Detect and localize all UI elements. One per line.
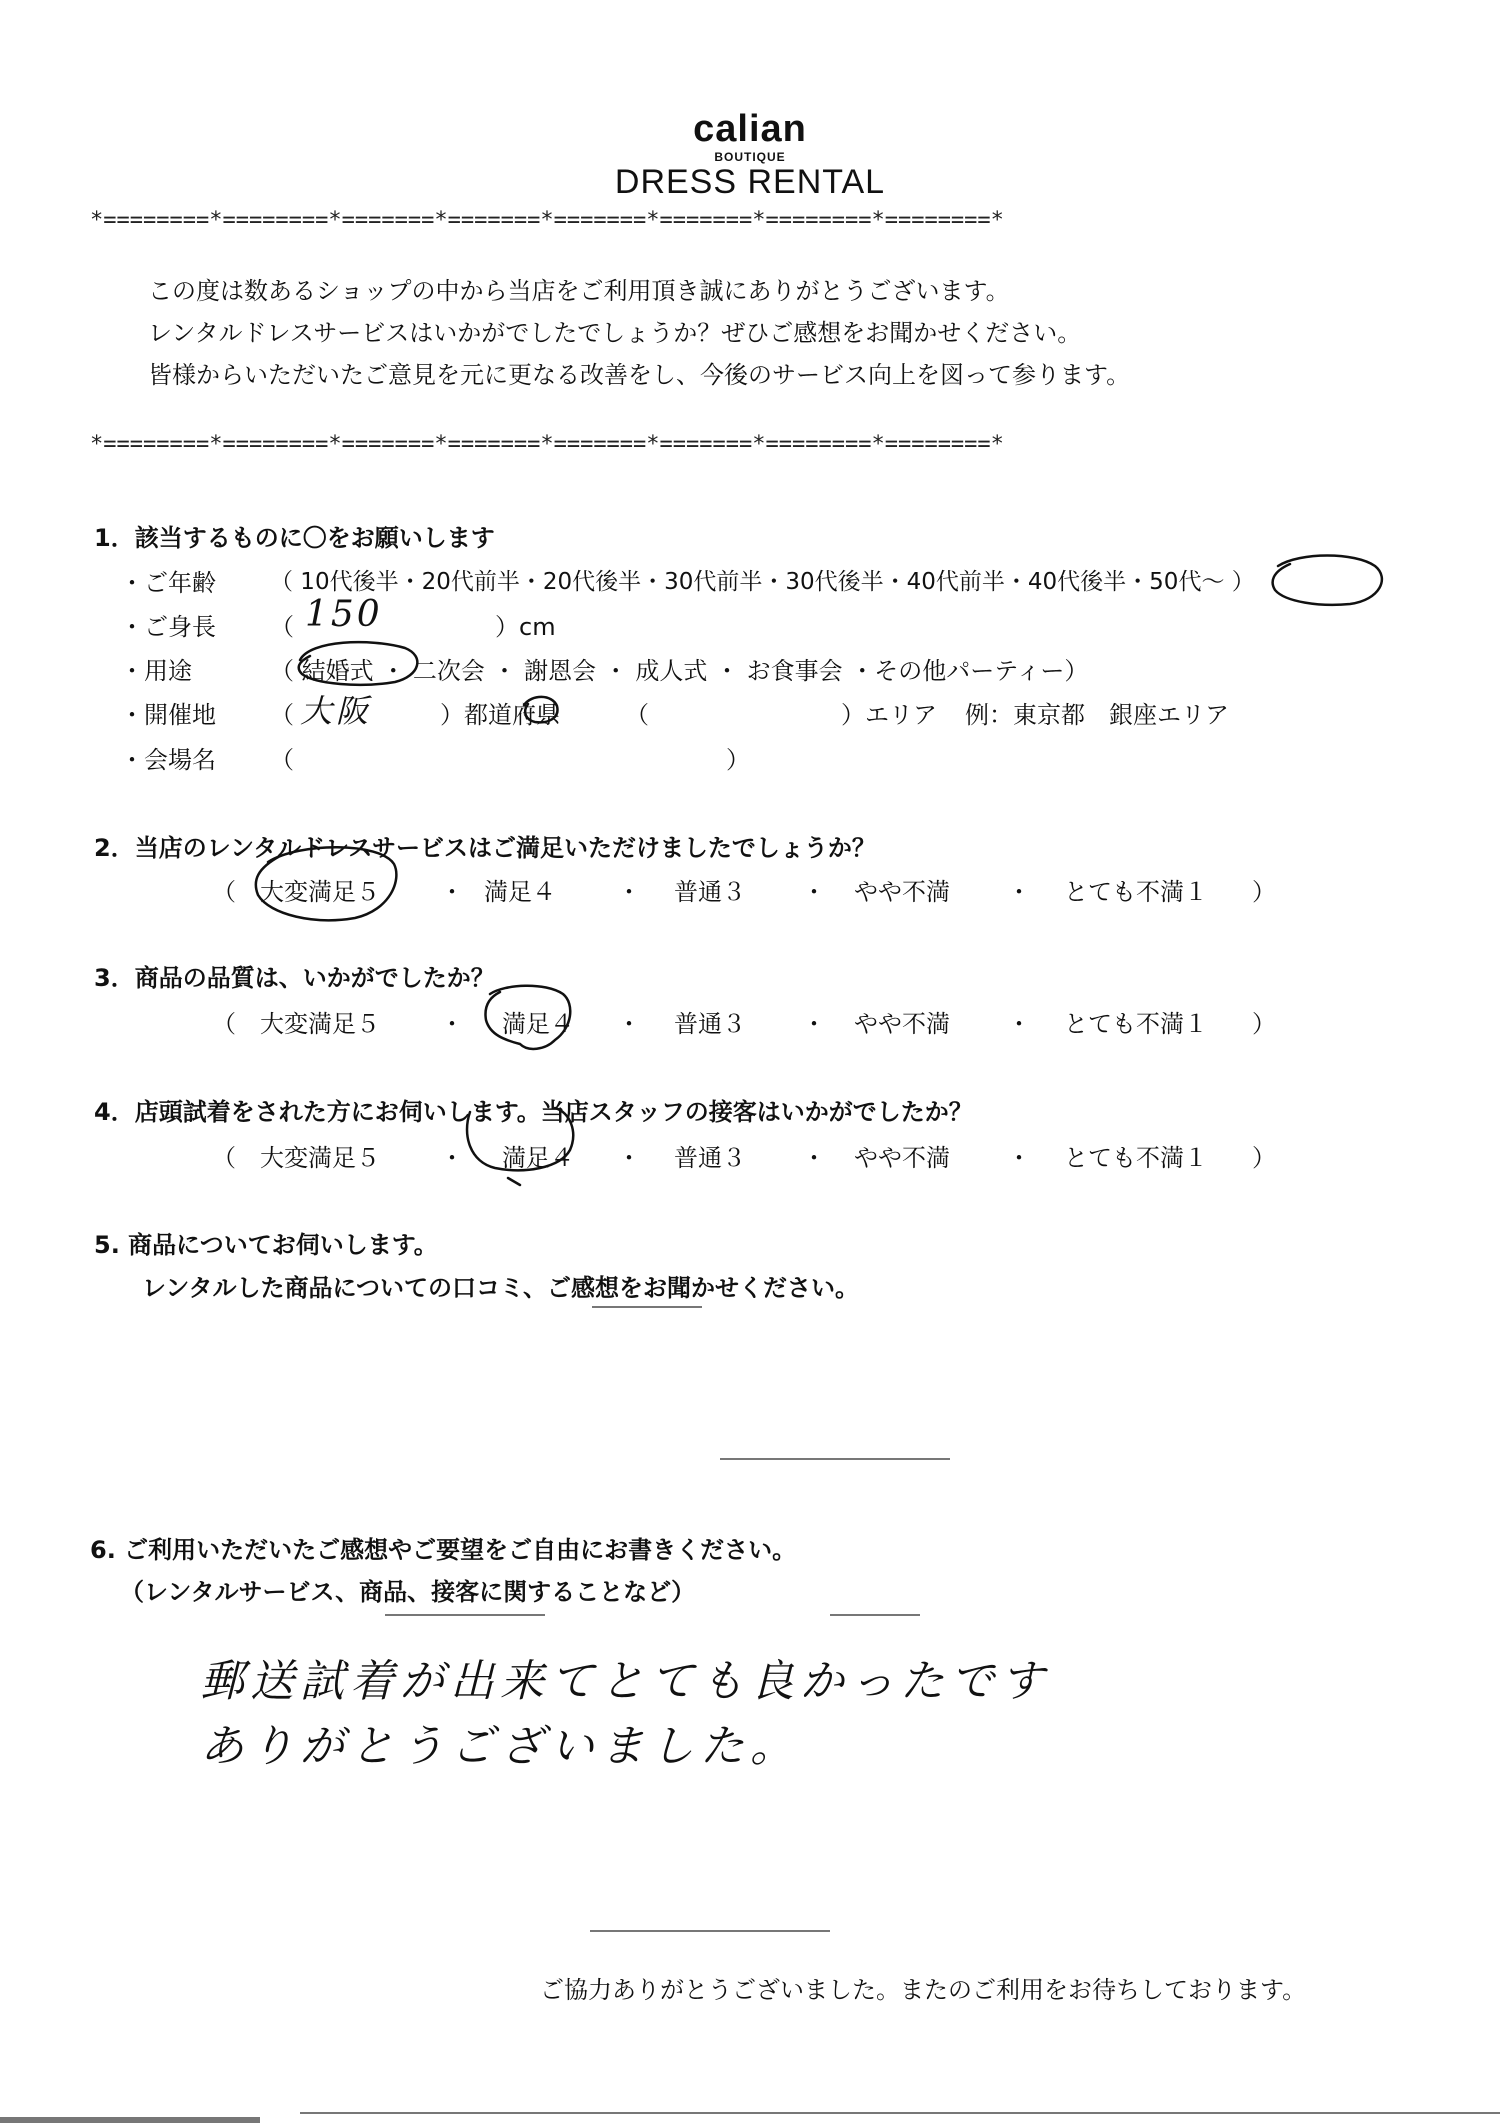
q4-tick-mark bbox=[508, 1178, 520, 1185]
scale-open: （ bbox=[212, 1010, 236, 1038]
q5-subtitle: レンタルした商品についての口コミ、ご感想をお聞かせください。 bbox=[142, 1274, 859, 1302]
q5-title: 5. 商品についてお伺いします。 bbox=[94, 1231, 438, 1259]
scale-close: ） bbox=[1252, 878, 1276, 906]
scale-dot: ・ bbox=[1007, 1010, 1031, 1038]
intro-text bbox=[148, 270, 1130, 396]
scale-dot: ・ bbox=[440, 878, 464, 906]
q3-option-2[interactable]: やや不満 bbox=[854, 1010, 950, 1038]
scale-open: （ bbox=[212, 1144, 236, 1172]
scale-dot: ・ bbox=[802, 1144, 826, 1172]
venue-open: （ bbox=[270, 701, 294, 729]
scan-edge bbox=[0, 2117, 260, 2123]
q2-option-5[interactable]: 大変満足５ bbox=[260, 878, 380, 906]
venue-label: ・開催地 bbox=[120, 701, 216, 729]
q3-title: 3．商品の品質は、いかがでしたか？ bbox=[94, 964, 495, 992]
hall-field[interactable]: （ ） bbox=[270, 746, 750, 774]
brand-logo-sub: BOUTIQUE bbox=[714, 150, 786, 164]
scale-dot: ・ bbox=[802, 1010, 826, 1038]
divider-bottom: *========*========*=======*=======*=======*=======*========*========* bbox=[90, 432, 1004, 457]
height-value[interactable]: 150 bbox=[305, 594, 383, 635]
q3-option-1[interactable]: とても不満１ bbox=[1064, 1010, 1208, 1038]
q6-answer-line: 郵送試着が出来てとても良かったです bbox=[200, 1656, 1050, 1707]
venue-example: 例：東京都 銀座エリア bbox=[965, 701, 1229, 729]
q2-option-2[interactable]: やや不満 bbox=[854, 878, 950, 906]
intro-line: レンタルドレスサービスはいかがでしたでしょうか？ぜひご感想をお聞かせください。 bbox=[148, 319, 1082, 347]
scale-open: （ bbox=[212, 878, 236, 906]
q4-option-2[interactable]: やや不満 bbox=[854, 1144, 950, 1172]
q6-subtitle: （レンタルサービス、商品、接客に関することなど） bbox=[120, 1578, 696, 1606]
q3-option-4[interactable]: 満足４ bbox=[502, 1010, 574, 1038]
q4-option-4[interactable]: 満足４ bbox=[502, 1144, 574, 1172]
q6-answer-line: ありがとうございました。 bbox=[200, 1721, 800, 1772]
scan-dots bbox=[830, 1614, 920, 1616]
scan-dots bbox=[592, 1306, 702, 1308]
height-open: （ bbox=[270, 613, 294, 641]
venue-area-field[interactable]: （ ）エリア bbox=[625, 701, 937, 729]
q4-option-1[interactable]: とても不満１ bbox=[1064, 1144, 1208, 1172]
age-options[interactable]: （ 10代後半・20代前半・20代後半・30代前半・30代後半・40代前半・40代後半・50代～ ） bbox=[270, 569, 1255, 595]
q4-title: 4．店頭試着をされた方にお伺いします。当店スタッフの接客はいかがでしたか？ bbox=[94, 1098, 973, 1126]
scale-dot: ・ bbox=[1007, 878, 1031, 906]
scale-dot: ・ bbox=[1007, 1144, 1031, 1172]
footer-thanks: ご協力ありがとうございました。またのご利用をお待ちしております。 bbox=[540, 1976, 1307, 2004]
q4-option-3[interactable]: 普通３ bbox=[674, 1144, 746, 1172]
q4-option-5[interactable]: 大変満足５ bbox=[260, 1144, 380, 1172]
q3-option-3[interactable]: 普通３ bbox=[674, 1010, 746, 1038]
height-unit: ）cm bbox=[495, 613, 556, 641]
q2-option-3[interactable]: 普通３ bbox=[674, 878, 746, 906]
q3-option-5[interactable]: 大変満足５ bbox=[260, 1010, 380, 1038]
q5-answer-area[interactable] bbox=[108, 1335, 1318, 1475]
age-label: ・ご年齢 bbox=[120, 569, 216, 597]
scan-dots bbox=[385, 1614, 545, 1616]
scale-close: ） bbox=[1252, 1010, 1276, 1038]
brand-logo: calian bbox=[693, 108, 807, 150]
scale-dot: ・ bbox=[802, 878, 826, 906]
service-title: DRESS RENTAL bbox=[614, 163, 886, 201]
venue-prefecture: ）都道府県 bbox=[440, 701, 560, 729]
q2-title: 2．当店のレンタルドレスサービスはご満足いただけましたでしょうか？ bbox=[94, 834, 876, 862]
q1-title: 1．該当するものに〇をお願いします bbox=[94, 524, 495, 552]
scale-dot: ・ bbox=[617, 878, 641, 906]
scan-edge bbox=[300, 2112, 1500, 2114]
venue-value[interactable]: 大阪 bbox=[300, 692, 373, 730]
height-label: ・ご身長 bbox=[120, 613, 216, 641]
q6-title: 6. ご利用いただいたご感想やご要望をご自由にお書きください。 bbox=[90, 1536, 797, 1564]
scale-dot: ・ bbox=[617, 1010, 641, 1038]
scale-dot: ・ bbox=[440, 1144, 464, 1172]
q2-option-1[interactable]: とても不満１ bbox=[1064, 878, 1208, 906]
age-circle-mark bbox=[1273, 556, 1382, 605]
intro-line: この度は数あるショップの中から当店をご利用頂き誠にありがとうございます。 bbox=[148, 277, 1010, 305]
scale-dot: ・ bbox=[617, 1144, 641, 1172]
scale-dot: ・ bbox=[440, 1010, 464, 1038]
purpose-label: ・用途 bbox=[120, 657, 192, 685]
scale-close: ） bbox=[1252, 1144, 1276, 1172]
divider-top: *========*========*=======*=======*=======*=======*========*========* bbox=[90, 208, 1004, 233]
q2-option-4[interactable]: 満足４ bbox=[484, 878, 556, 906]
intro-line: 皆様からいただいたご意見を元に更なる改善をし、今後のサービス向上を図って参ります。 bbox=[148, 361, 1131, 389]
hall-label: ・会場名 bbox=[120, 746, 216, 774]
purpose-options[interactable]: （ 結婚式 ・ 二次会 ・ 謝恩会 ・ 成人式 ・ お食事会 ・その他パーティー） bbox=[270, 657, 1089, 685]
